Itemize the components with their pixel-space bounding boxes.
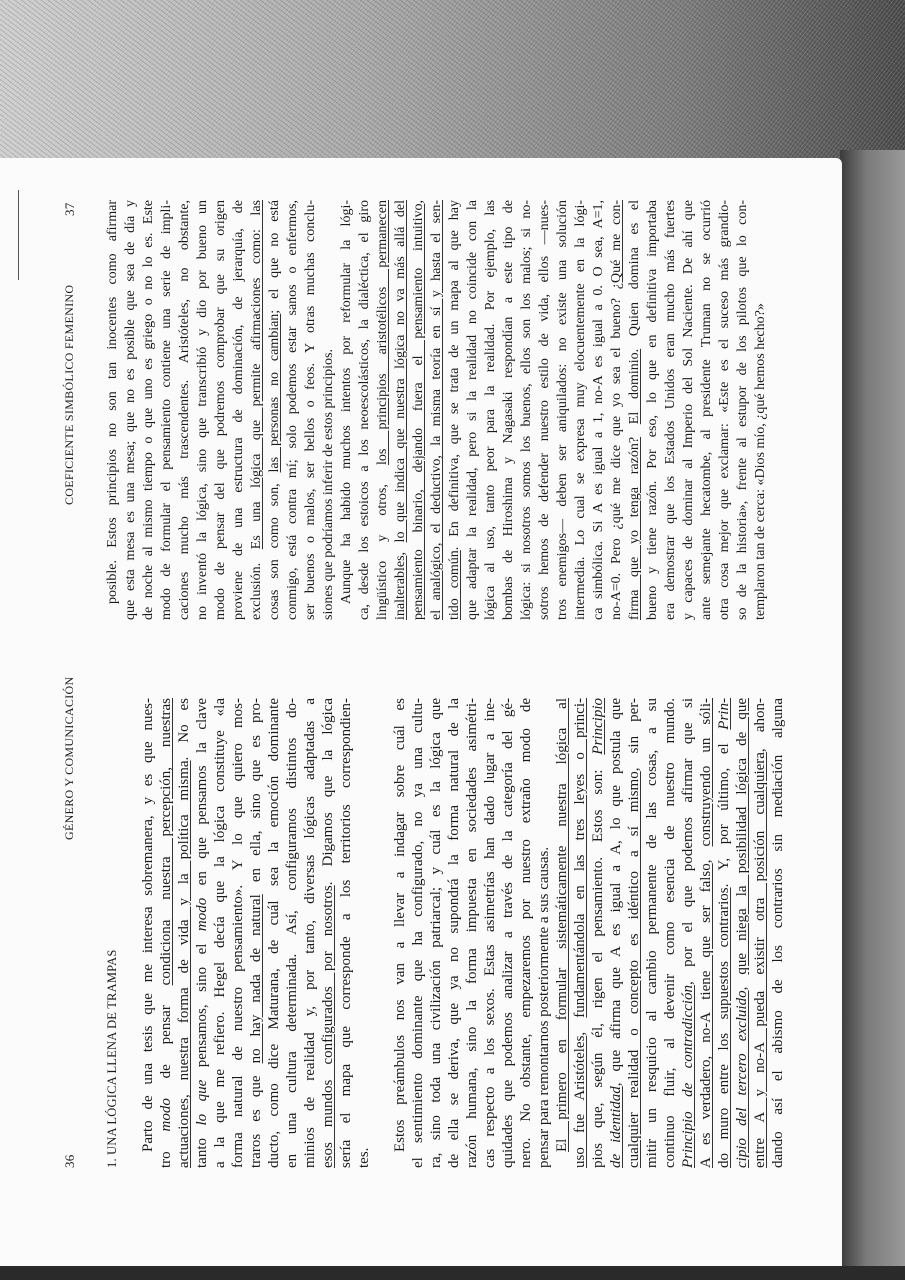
text-line: modo de formular el pensamiento contiene una serie de impli-: [159, 200, 174, 620]
left-page-text: [139, 698, 787, 1168]
text-line: minios de realidad y, por tanto, diversas lógicas adaptadas a: [302, 698, 318, 1168]
text-line: exclusión. Es una lógica que permite afirmaciones como: las: [249, 200, 264, 620]
text-line: forma natural de nuestro pensamiento». Y lo que quiero mos-: [230, 698, 246, 1168]
text-line: razón humana, sino la forma impuesta en sociedades asimétri-: [464, 698, 480, 1168]
text-line: sotros hemos de defender nuestro estilo de vida, ellos —nues-: [537, 200, 552, 620]
header-rule: [18, 190, 19, 280]
text-line: dando así el abismo de los contrarios sin mediación alguna: [770, 698, 786, 1168]
text-line: esos mundos configurados por nosotros. Digamos que la lógica: [320, 698, 336, 1168]
text-line: do muro entre los supuestos contrarios. Y, por último, el Prin-: [716, 698, 732, 1168]
text-line: quidades que podemos analizar a través de la categoría del gé-: [500, 698, 516, 1168]
text-line: que adaptar la realidad, pero si la realidad no coincide con la: [465, 200, 480, 620]
text-line: ante semejante hecatombe, al presidente Truman no se ocurrió: [699, 200, 714, 620]
text-line: Parto de una tesis que me interesa sobremanera, y es que nues-: [140, 698, 156, 1152]
text-line: ducto, como dice Maturana, de cuál sea la emoción dominante: [266, 698, 282, 1168]
text-line: proviene de una estructura de dominación, de jerarquía, de: [231, 200, 246, 620]
text-line: pensar para remontarnos posteriormente a sus causas.: [536, 846, 552, 1168]
text-line: mitir un resquicio al cambio permanente de las cosas, a su: [644, 698, 660, 1168]
text-line: traros es que no hay nada de natural en ella, sino que es pro-: [248, 697, 264, 1168]
text-line: el sentimiento dominante que ha configurado, no ya una cultu-: [410, 698, 426, 1168]
text-line: inalterables, lo que indica que nuestra lógica no va más allá del: [393, 200, 408, 620]
text-line: so de la historia», frente al estupor de los pilotos que lo con-: [735, 200, 750, 620]
text-line: lógica al uso, tanto peor para la realidad. Por ejemplo, las: [483, 200, 498, 620]
text-line: ra, sino toda una civilización patriarcal; y cuál es la lógica que: [428, 698, 444, 1168]
text-line: tros enemigos— deben ser aniquilados: no existe una solución: [555, 200, 570, 620]
text-line: pios que, según él, rigen el pensamiento. Estos son: Principio: [590, 698, 606, 1168]
text-line: ser buenos o malos, ser bellos o feos. Y otras muchas conclu-: [303, 200, 318, 620]
text-line: que esta mesa es una mesa; que no es posible que sea de día y: [123, 200, 138, 620]
text-line: en una cultura determinada. Así, configuramos distintos do-: [284, 698, 300, 1168]
text-line: tes.: [356, 1147, 372, 1168]
text-line: lingüístico y otros, los principios aristotélicos permanecen: [375, 200, 390, 620]
text-line: ca, desde los estoicos a los neoescolásticos, la dialéctica, el giro: [357, 200, 372, 620]
text-line: lógica: si nosotros somos los buenos, ellos son los malos; si no-: [519, 200, 534, 620]
text-line: de ella se deriva, que ya no supondrá la forma natural de la: [446, 698, 462, 1168]
text-line: uso fue Aristóteles, fundamentándola en las tres leyes o princi-: [572, 697, 588, 1168]
left-page-body: [103, 698, 787, 1168]
text-line: nero. No obstante, empezaremos por nuestro extraño modo de: [518, 698, 534, 1168]
text-line: y capaces de dominar al Imperio del Sol Naciente. De ahí que: [681, 200, 696, 620]
right-page-number: 37: [62, 202, 77, 216]
text-line: entre A y no-A pueda existir otra posición cualquiera, ahon-: [752, 698, 768, 1168]
text-line: posible. Estos principios no son tan inocentes como afirmar: [105, 200, 120, 604]
text-line: caciones mucho más trascendentes. Aristóteles, no obstante,: [177, 200, 192, 620]
right-running-head: COEFICIENTE SIMBÓLICO FEMENINO: [62, 284, 76, 505]
text-line: conmigo, está contra mí; solo podemos estar sanos o enfermos,: [285, 200, 300, 620]
text-line: sería el mapa que corresponde a los territorios correspondien-: [338, 698, 354, 1168]
text-line: cas respecto a los sexos. Estas asimetrías han dado lugar a ine-: [482, 698, 498, 1168]
text-line: firma que yo tenga razón? El dominio. Quien domina es el: [627, 200, 642, 620]
paragraph-gap: [373, 698, 391, 1168]
text-line: templaron tan de cerca: «Dios mío, ¿qué hemos hecho?»: [753, 303, 768, 620]
section-heading: 1. UNA LÓGICA LLENA DE TRAMPAS: [105, 949, 119, 1168]
text-line: modo de pensar del que podremos comprobar que su origen: [213, 200, 228, 620]
text-line: tido común. En definitiva, que se trata de un mapa al que hay: [447, 200, 462, 620]
text-line: El primero en formular sistemáticamente nuestra lógica al: [554, 698, 570, 1152]
text-line: era demostrar que los Estados Unidos eran mucho más fuertes: [663, 200, 678, 620]
text-line: intermedia. Lo cual se expresa muy elocuentemente en la lógi-: [573, 200, 588, 620]
right-page-text: [104, 200, 770, 620]
text-line: de noche al mismo tiempo o que uno es griego o no lo es. Este: [141, 200, 156, 620]
text-line: Aunque ha habido muchos intentos por reformular la lógi-: [339, 200, 354, 604]
text-line: ca simbólica. Si A es igual a 1, no-A es igual a 0. O sea, A=1,: [591, 200, 606, 620]
text-line: tro modo de pensar condiciona nuestra percepción, nuestras: [158, 698, 174, 1168]
text-line: Principio de contradicción, por el que podemos afirmar que si: [680, 698, 696, 1168]
text-line: actuaciones, nuestra forma de vida y la política misma. No es: [176, 698, 192, 1168]
text-line: bombas de Hiroshima y Nagasaki respondían a este tipo de: [501, 200, 516, 620]
text-line: A es verdadero, no-A tiene que ser falso, construyendo un sóli-: [698, 697, 714, 1168]
text-line: no inventó la lógica, sino que transcribió y dio por bueno un: [195, 200, 210, 620]
left-running-head: GÉNERO Y COMUNICACIÓN: [62, 676, 76, 840]
text-line: cosas son como son, las personas no cambian; el que no está: [267, 200, 282, 620]
text-line: bueno y tiene razón. Por eso, lo que en definitiva importaba: [645, 200, 660, 620]
text-line: a la que me refiero. Hegel decía que la lógica constituye «la: [212, 698, 228, 1168]
text-line: tanto lo que pensamos, sino el modo en que pensamos la clave: [194, 698, 210, 1168]
text-line: de identidad, que afirma que A es igual a A, lo que postula que: [608, 698, 624, 1168]
text-line: siones que podríamos inferir de estos principios.: [321, 348, 336, 620]
text-line: cipio del tercero excluido, que niega la posibilidad lógica de que: [734, 697, 750, 1168]
text-line: cualquier realidad o concepto es idéntico a sí mismo, sin per-: [626, 697, 642, 1168]
right-page-body: [104, 200, 770, 620]
text-line: el analógico, el deductivo, la misma teoría en sí y hasta el sen-: [429, 200, 444, 620]
text-line: continuo fluir, al devenir como esencia de nuestro mundo.: [662, 698, 678, 1168]
left-page-number: 36: [62, 1154, 77, 1168]
text-line: pensamiento binario, dejando fuera el pensamiento intuitivo,: [411, 200, 426, 620]
text-line: otra cosa mejor que exclamar: «Este es el suceso más grandio-: [717, 200, 732, 620]
text-line: Estos preámbulos nos van a llevar a indagar sobre cuál es: [392, 698, 408, 1152]
text-line: no-A=0. Pero ¿qué me dice que yo sea el bueno? ¿Qué me con-: [609, 200, 624, 620]
